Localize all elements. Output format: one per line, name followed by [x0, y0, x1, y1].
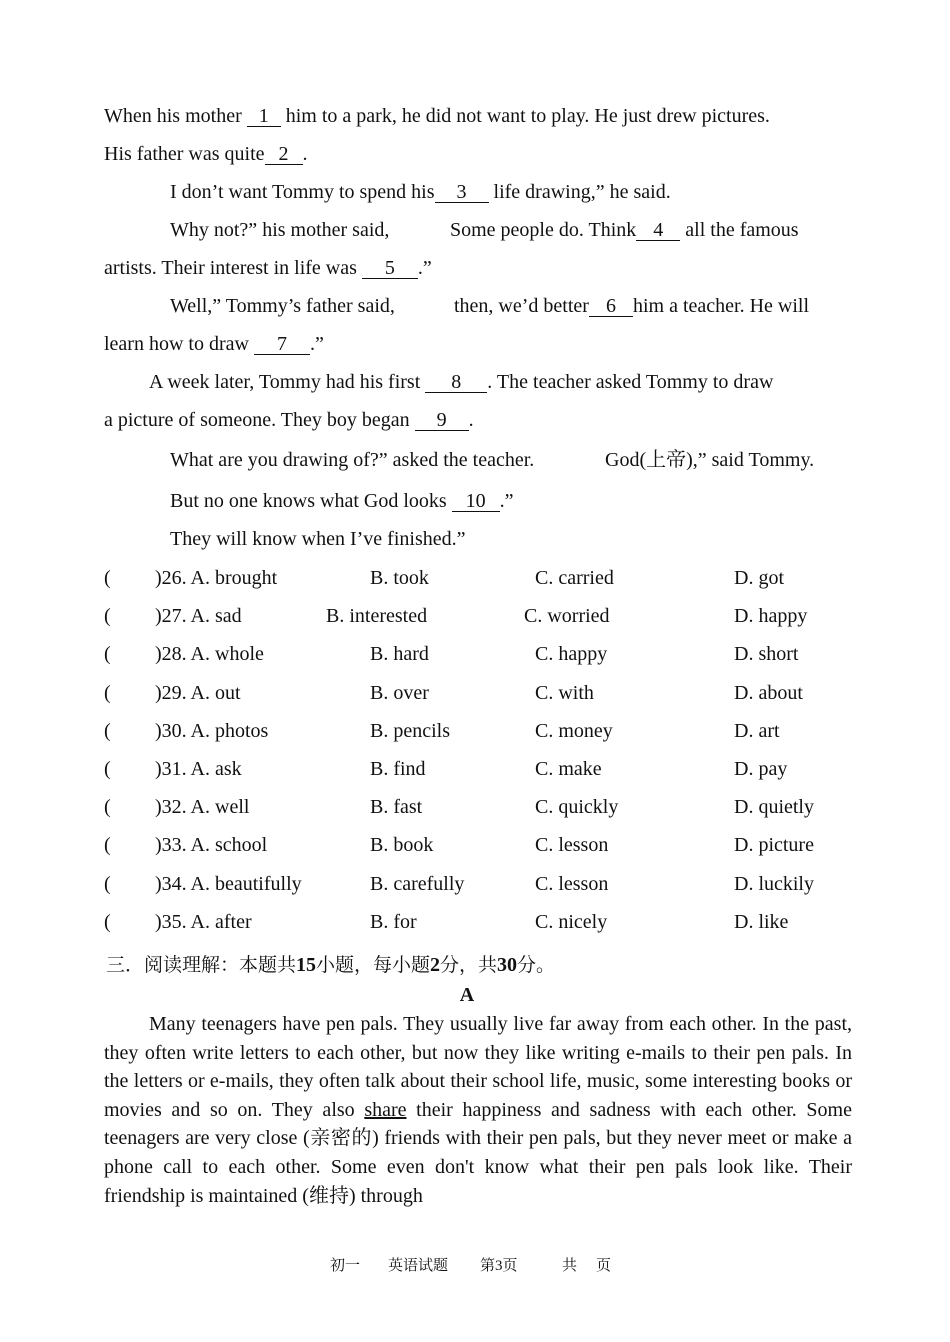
question-option-c: C. quickly: [535, 796, 619, 818]
blank-7: 7: [254, 334, 310, 355]
cloze-line-1: [104, 104, 770, 128]
question-option-b: B. book: [370, 834, 434, 856]
blank-3: 3: [435, 182, 489, 203]
question-option-a: )26. A. brought: [155, 567, 278, 589]
text: Why not?” his mother said,: [170, 219, 390, 241]
question-option-d: D. luckily: [734, 873, 814, 895]
footer-total-suffix: [596, 1254, 611, 1275]
question-option-a: )33. A. school: [155, 834, 268, 856]
question-paren: (: [104, 834, 111, 856]
text: all the famous: [680, 219, 799, 241]
text: .: [302, 143, 308, 165]
question-option-a: )27. A. sad: [155, 605, 242, 627]
question-paren: (: [104, 758, 111, 780]
text: 分。: [517, 954, 556, 976]
text: But no one knows what God looks: [170, 490, 452, 512]
blank-5: 5: [362, 258, 418, 279]
text: artists. Their interest in life was: [104, 257, 362, 279]
cloze-line-9: [104, 408, 474, 432]
question-option-d: D. happy: [734, 605, 808, 627]
blank-9: 9: [415, 410, 469, 431]
blank-4: 4: [636, 220, 680, 241]
text: His father was quite: [104, 143, 265, 165]
text: then, we’d better: [454, 295, 589, 317]
question-option-d: D. picture: [734, 834, 814, 856]
question-option-d: D. quietly: [734, 796, 814, 818]
text: their happiness and sadness with each other. Some teenagers are very close (亲密的) friends with their pen pals, but they never meet or make a phone call to each other. Some even don't know what their pen pals look like. Their friendship is maintained (维持) through: [104, 1098, 852, 1207]
text: .”: [309, 333, 324, 355]
question-option-b: B. took: [370, 567, 429, 589]
question-option-c: C. happy: [535, 643, 608, 665]
cloze-line-10b: [605, 448, 814, 472]
text: 第: [480, 1256, 496, 1274]
cloze-line-10: [170, 448, 534, 472]
text: a picture of someone. They boy began: [104, 409, 415, 431]
question-paren: (: [104, 720, 111, 742]
question-paren: (: [104, 796, 111, 818]
question-option-c: C. lesson: [535, 834, 609, 856]
text: learn how to draw: [104, 333, 254, 355]
text: God: [605, 449, 640, 471]
question-paren: (: [104, 911, 111, 933]
page-number: 3: [495, 1258, 503, 1274]
cloze-line-11: [170, 489, 514, 513]
text: 三．阅读理解：本题共: [106, 954, 297, 976]
text: What are you drawing of?” asked the teacher.: [170, 449, 535, 471]
question-option-d: D. got: [734, 567, 784, 589]
cloze-line-4: [170, 218, 389, 242]
question-option-c: C. money: [535, 720, 613, 742]
question-option-d: D. pay: [734, 758, 788, 780]
question-option-a: )29. A. out: [155, 682, 241, 704]
footer-grade: 初一: [330, 1256, 361, 1274]
footer-subject: 英语试题: [388, 1256, 449, 1274]
question-paren: (: [104, 643, 111, 665]
text: 2: [430, 954, 441, 976]
cloze-line-4b: [450, 218, 799, 242]
question-option-a: )34. A. beautifully: [155, 873, 302, 895]
question-option-b: B. hard: [370, 643, 429, 665]
text: .: [468, 409, 474, 431]
question-paren: (: [104, 567, 111, 589]
question-paren: (: [104, 682, 111, 704]
blank-6: 6: [589, 296, 633, 317]
text: (上帝),” said Tommy.: [639, 449, 815, 471]
question-option-a: )35. A. after: [155, 911, 252, 933]
footer-total: [562, 1254, 577, 1275]
question-option-c: C. worried: [524, 605, 610, 627]
question-option-b: B. carefully: [370, 873, 465, 895]
blank-8: 8: [425, 372, 487, 393]
underlined-word: share: [364, 1098, 407, 1121]
question-option-b: B. interested: [326, 605, 428, 627]
text: 页: [596, 1256, 612, 1274]
question-option-b: B. find: [370, 758, 426, 780]
cloze-line-6b: [454, 294, 809, 318]
text: I don’t want Tommy to spend his: [170, 181, 435, 203]
text: 30: [497, 954, 518, 976]
text: 15: [296, 954, 317, 976]
question-option-b: B. pencils: [370, 720, 450, 742]
question-option-d: D. short: [734, 643, 799, 665]
question-option-a: )32. A. well: [155, 796, 250, 818]
cloze-line-2: [104, 142, 308, 166]
cloze-line-12: [170, 527, 465, 551]
question-option-b: B. over: [370, 682, 429, 704]
question-option-c: C. make: [535, 758, 602, 780]
question-paren: (: [104, 605, 111, 627]
text: .”: [499, 490, 514, 512]
question-option-b: B. for: [370, 911, 417, 933]
blank-1: 1: [247, 106, 281, 127]
section-heading: [106, 952, 555, 978]
blank-2: 2: [265, 144, 303, 165]
question-paren: (: [104, 873, 111, 895]
text: Well,” Tommy’s father said,: [170, 295, 395, 317]
cloze-line-5: [104, 256, 432, 280]
question-option-c: C. with: [535, 682, 594, 704]
passage-heading: A: [459, 984, 475, 1006]
text: .”: [417, 257, 432, 279]
text: They will know when I’ve finished.”: [170, 528, 466, 550]
question-option-d: D. like: [734, 911, 789, 933]
text: 页: [502, 1256, 518, 1274]
cloze-line-7: [104, 332, 324, 356]
text: Many teenagers have pen pals. They usually live far away from each other. In the past, they often write letters to each other, but now they like writing e-mails to their pen pals. In the letters or e-mails, they often talk about their school life, music, some interesting books or movies and so on. They also: [104, 1013, 852, 1121]
text: . The teacher asked Tommy to draw: [487, 371, 774, 393]
question-option-c: C. carried: [535, 567, 614, 589]
text: A week later, Tommy had his first: [149, 371, 426, 393]
text: When his mother: [104, 105, 247, 127]
cloze-line-3: [170, 180, 671, 204]
text: 小题，每小题: [316, 954, 431, 976]
footer-page: [480, 1254, 518, 1275]
question-option-a: )28. A. whole: [155, 643, 264, 665]
text: him a teacher. He will: [632, 295, 809, 317]
blank-10: 10: [452, 491, 500, 512]
passage-a-text: [104, 1010, 852, 1210]
question-option-d: D. about: [734, 682, 803, 704]
cloze-line-6: [170, 294, 395, 318]
question-option-b: B. fast: [370, 796, 423, 818]
text: Some people do. Think: [450, 219, 637, 241]
question-option-c: C. lesson: [535, 873, 609, 895]
text: 分，共: [440, 954, 498, 976]
question-option-a: )31. A. ask: [155, 758, 242, 780]
cloze-line-8: [149, 370, 773, 394]
text: life drawing,” he said.: [488, 181, 671, 203]
text: 共: [562, 1256, 578, 1274]
question-option-d: D. art: [734, 720, 780, 742]
question-option-c: C. nicely: [535, 911, 608, 933]
text: him to a park, he did not want to play. He just drew pictures.: [280, 105, 770, 127]
question-option-a: )30. A. photos: [155, 720, 269, 742]
